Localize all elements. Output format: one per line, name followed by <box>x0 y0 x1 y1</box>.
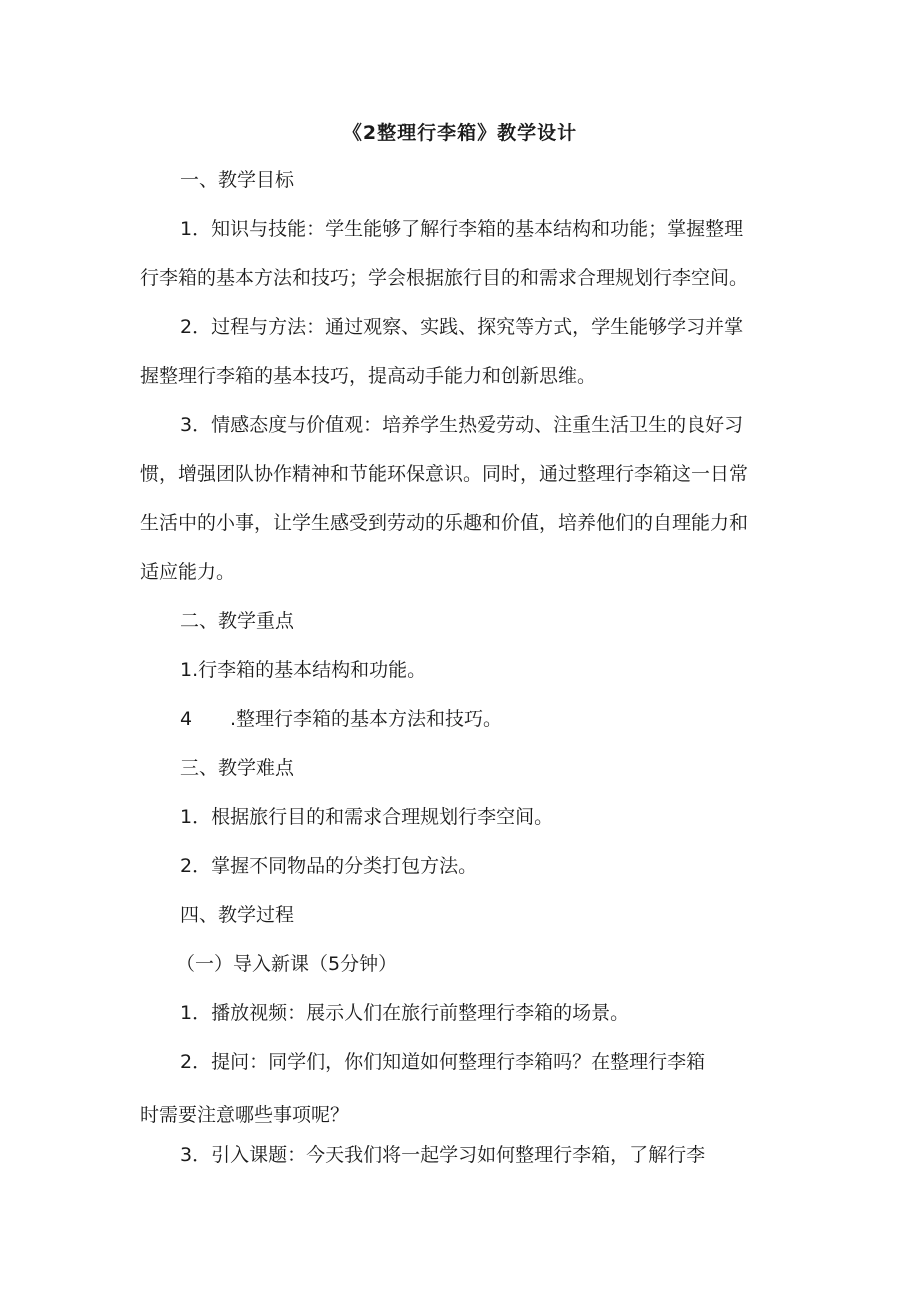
objective-1-line-2: 行李箱的基本方法和技巧；学会根据旅行目的和需求合理规划行李空间。 <box>140 267 749 289</box>
section-heading-objectives: 一、教学目标 <box>180 169 295 191</box>
difficulty-2: 2．掌握不同物品的分类打包方法。 <box>180 855 478 877</box>
process-step-1-item-3-line-1: 3．引入课题：今天我们将一起学习如何整理行李箱，了解行李 <box>180 1144 706 1166</box>
document-title: 《2整理行李箱》教学设计 <box>342 122 578 144</box>
key-point-2-text: .整理行李箱的基本方法和技巧。 <box>230 708 503 730</box>
key-point-1: 1.行李箱的基本结构和功能。 <box>180 659 427 681</box>
objective-3-line-2: 惯，增强团队协作精神和节能环保意识。同时，通过整理行李箱这一日常 <box>140 463 749 485</box>
objective-3-line-1: 3．情感态度与价值观：培养学生热爱劳动、注重生活卫生的良好习 <box>180 414 744 436</box>
process-step-1-heading: （一）导入新课（5分钟） <box>176 953 398 975</box>
key-point-2-number: 4 <box>180 708 193 730</box>
objective-3-line-4: 适应能力。 <box>140 561 236 583</box>
section-heading-difficulties: 三、教学难点 <box>180 757 295 779</box>
objective-3-line-3: 生活中的小事，让学生感受到劳动的乐趣和价值，培养他们的自理能力和 <box>140 512 749 534</box>
section-heading-process: 四、教学过程 <box>180 904 295 926</box>
objective-2-line-2: 握整理行李箱的基本技巧，提高动手能力和创新思维。 <box>140 365 597 387</box>
objective-1-line-1: 1．知识与技能：学生能够了解行李箱的基本结构和功能；掌握整理 <box>180 218 744 240</box>
objective-2-line-1: 2．过程与方法：通过观察、实践、探究等方式，学生能够学习并掌 <box>180 316 744 338</box>
process-step-1-item-1: 1．播放视频：展示人们在旅行前整理行李箱的场景。 <box>180 1002 630 1024</box>
process-step-1-item-2-line-1: 2．提问：同学们，你们知道如何整理行李箱吗？在整理行李箱 <box>180 1051 706 1073</box>
process-step-1-item-2-line-2: 时需要注意哪些事项呢？ <box>140 1104 350 1126</box>
section-heading-key-points: 二、教学重点 <box>180 610 295 632</box>
difficulty-1: 1．根据旅行目的和需求合理规划行李空间。 <box>180 806 554 828</box>
